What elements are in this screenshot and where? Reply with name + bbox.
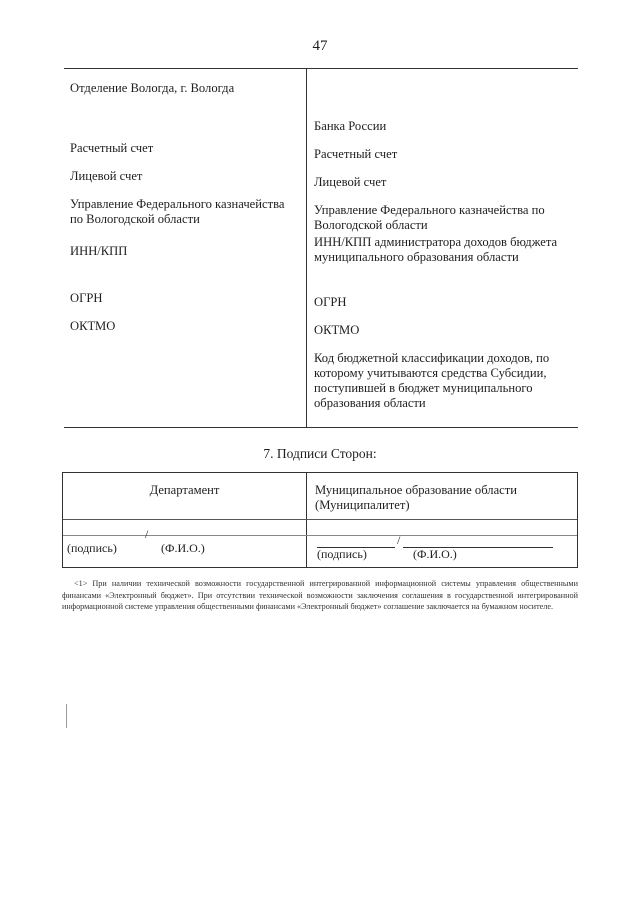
page-number: 47 <box>312 38 328 54</box>
right-treasury: Управление Федерального казначейства по Вологодской области <box>314 203 545 232</box>
right-account: Расчетный счет <box>314 147 398 161</box>
left-ogrn: ОГРН <box>70 291 103 305</box>
left-name-caption: (Ф.И.О.) <box>161 541 205 555</box>
left-personal-account: Лицевой счет <box>70 169 143 183</box>
right-signature-caption: (подпись) <box>317 547 367 561</box>
requisites-divider <box>306 69 307 427</box>
right-ogrn: ОГРН <box>314 295 347 309</box>
right-bank: Банка России <box>314 119 387 133</box>
scan-mark <box>66 704 67 728</box>
signature-row-divider <box>63 535 577 536</box>
left-inn-kpp: ИНН/КПП <box>70 244 128 258</box>
left-slash: / <box>145 527 149 541</box>
department-header: Департамент <box>149 483 220 497</box>
footnote <box>62 578 578 613</box>
left-branch: Отделение Вологда, г. Вологда <box>70 81 235 95</box>
right-personal-account: Лицевой счет <box>314 175 387 189</box>
signatures-divider <box>306 473 307 567</box>
signature-line <box>63 519 577 520</box>
municipality-header: Муниципальное образование области (Муниципалитет) <box>315 483 518 512</box>
left-account: Расчетный счет <box>70 141 154 155</box>
requisites-table <box>64 68 578 428</box>
right-name-caption: (Ф.И.О.) <box>413 547 457 561</box>
right-budget-code: Код бюджетной классификации доходов, по которому учитываются средства Субсидии, поступившей в бюджет муниципального образования области <box>314 351 550 410</box>
footnote-text: <1> При наличии технической возможности государственной интегрированной информационной системы управления общественными финансами «Электронный бюджет». При отсутствии технической возможности заключения соглашения в государственной интегрированной информационной системе управления общественными финансами «Электронный бюджет» соглашение заключается на бумажном носителе. <box>62 579 578 611</box>
right-slash: / <box>397 533 401 547</box>
right-inn-kpp-admin: ИНН/КПП администратора доходов бюджета муниципального образования области <box>314 235 558 264</box>
signatures-section-title: 7. Подписи Сторон: <box>263 446 377 461</box>
left-treasury: Управление Федерального казначейства по Вологодской области <box>70 197 285 226</box>
left-signature-caption: (подпись) <box>67 541 117 555</box>
right-oktmo: ОКТМО <box>314 323 360 337</box>
left-oktmo: ОКТМО <box>70 319 116 333</box>
signatures-table <box>62 472 578 568</box>
